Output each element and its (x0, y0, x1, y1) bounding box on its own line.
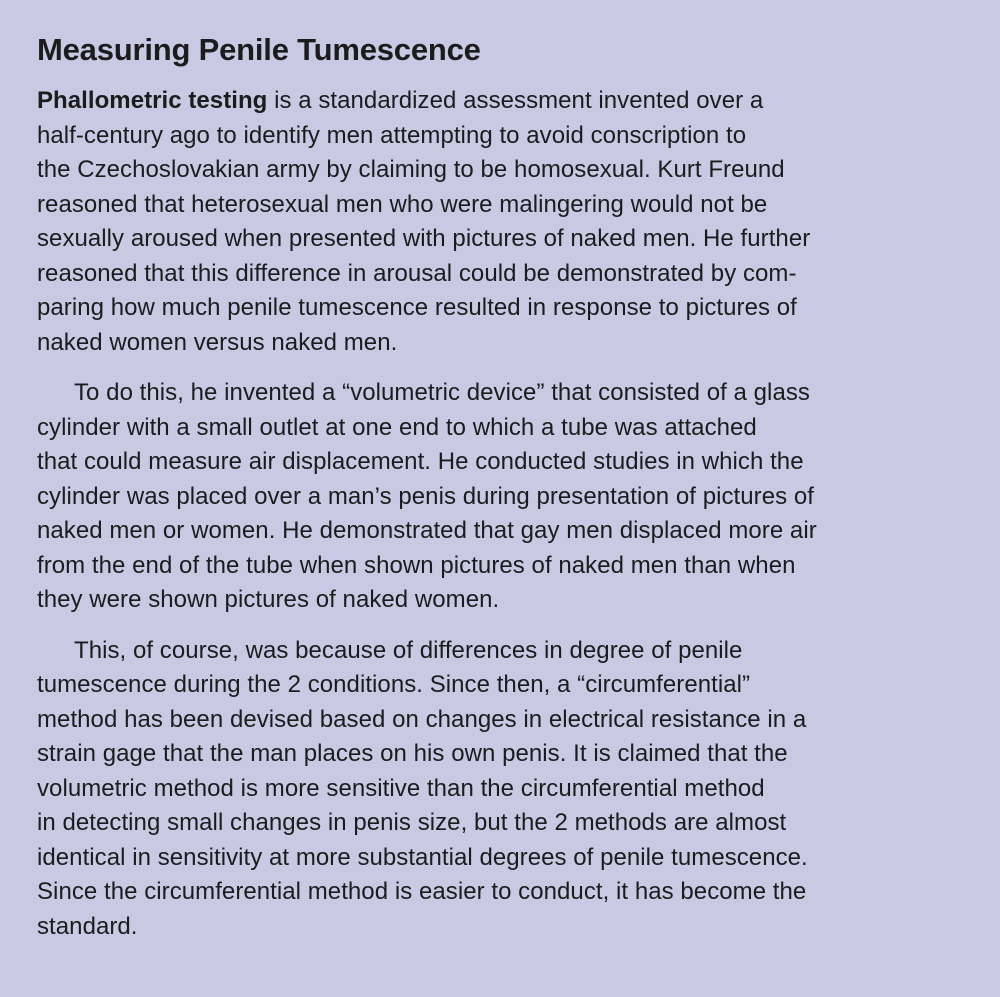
text-line: naked women versus naked men. (37, 328, 398, 356)
text-line: To do this, he invented a “volumetric device” that consisted of a glass (74, 379, 810, 406)
text-line: in detecting small changes in penis size, but the 2 methods are almost (37, 809, 787, 836)
text-line: naked men or women. He demonstrated that gay men displaced more air (37, 517, 817, 544)
text-line: volumetric method is more sensitive than the circumferential method (37, 774, 765, 802)
text-line: reasoned that heterosexual men who were malingering would not be (37, 190, 768, 218)
text-line: standard. (37, 912, 138, 940)
text-line: identical in sensitivity at more substantial degrees of penile tumescence. (37, 843, 808, 871)
text-line: from the end of the tube when shown pictures of naked men than when (37, 551, 796, 579)
text-line: Phallometric testing is a standardized assessment invented over a (37, 87, 764, 114)
text-line: method has been devised based on changes in electrical resistance in a (37, 705, 807, 733)
text-line: paring how much penile tumescence resulted in response to pictures of (37, 294, 797, 321)
text-line: reasoned that this difference in arousal could be demonstrated by com- (37, 259, 797, 287)
text-line: cylinder was placed over a man’s penis during presentation of pictures of (37, 482, 814, 510)
text-line: tumescence during the 2 conditions. Since then, a “circumferential” (37, 671, 751, 698)
text-line: that could measure air displacement. He conducted studies in which the (37, 448, 804, 475)
paragraph-1 (37, 84, 964, 360)
text-line: strain gage that the man places on his own penis. It is claimed that the (37, 740, 788, 767)
text-line: sexually aroused when presented with pictures of naked men. He further (37, 225, 811, 252)
text-line: the Czechoslovakian army by claiming to be homosexual. Kurt Freund (37, 156, 785, 183)
paragraph-2 (37, 376, 964, 618)
text-line: This, of course, was because of differences in degree of penile (74, 636, 743, 664)
key-term: Phallometric testing (37, 87, 268, 114)
text-line: cylinder with a small outlet at one end to which a tube was attached (37, 413, 757, 441)
box-title: Measuring Penile Tumescence (37, 32, 481, 67)
paragraph-3 (37, 634, 964, 945)
text-line: they were shown pictures of naked women. (37, 586, 500, 613)
text-line: Since the circumferential method is easier to conduct, it has become the (37, 878, 807, 905)
text-line: half-century ago to identify men attempting to avoid conscription to (37, 121, 747, 149)
